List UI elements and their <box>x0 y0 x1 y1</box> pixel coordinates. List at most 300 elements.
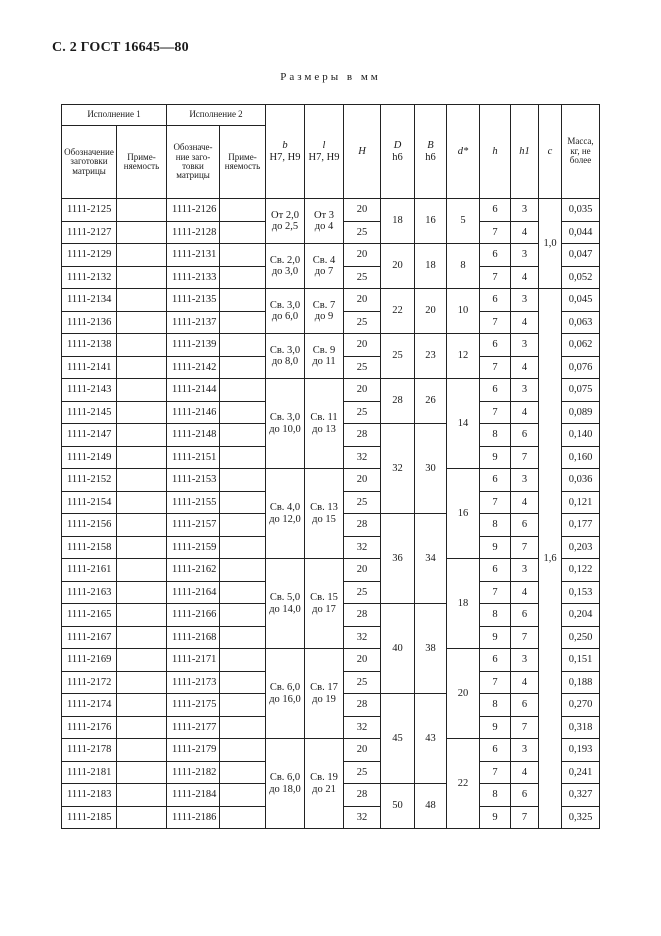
applicability-1-cell <box>117 311 167 334</box>
applicability-2-cell <box>220 446 266 469</box>
applicability-1-cell <box>117 694 167 717</box>
mass-cell: 0,035 <box>562 199 600 222</box>
h-cell: 8 <box>480 784 511 807</box>
header-c-symbol: c <box>547 145 553 157</box>
mass-cell: 0,076 <box>562 356 600 379</box>
header-designation-1: Обозначение заготовки матрицы <box>62 126 117 199</box>
H-cell: 20 <box>344 559 381 582</box>
H-cell: 20 <box>344 199 381 222</box>
designation-2-cell: 1111-2135 <box>167 289 220 312</box>
applicability-2-cell <box>220 401 266 424</box>
h-cell: 7 <box>480 671 511 694</box>
c-cell: 1,0 <box>539 199 562 289</box>
mass-cell: 0,327 <box>562 784 600 807</box>
applicability-1-cell <box>117 671 167 694</box>
header-designation-2: Обозначе- ние заго- товки матрицы <box>167 126 220 199</box>
header-applicability-2: Приме- няемость <box>220 126 266 199</box>
group-header-execution-1: Исполнение 1 <box>62 105 167 126</box>
dimensions-caption: Размеры в мм <box>280 71 381 83</box>
applicability-2-cell <box>220 266 266 289</box>
applicability-2-cell <box>220 334 266 357</box>
mass-cell: 0,250 <box>562 626 600 649</box>
designation-1-cell: 1111-2132 <box>62 266 117 289</box>
applicability-2-cell <box>220 716 266 739</box>
designation-1-cell: 1111-2181 <box>62 761 117 784</box>
applicability-2-cell <box>220 604 266 627</box>
applicability-1-cell <box>117 581 167 604</box>
h1-cell: 4 <box>511 671 539 694</box>
designation-2-cell: 1111-2139 <box>167 334 220 357</box>
applicability-2-cell <box>220 199 266 222</box>
H-cell: 25 <box>344 671 381 694</box>
mass-cell: 0,153 <box>562 581 600 604</box>
mass-cell: 0,121 <box>562 491 600 514</box>
h-cell: 7 <box>480 491 511 514</box>
header-row-top <box>62 105 600 126</box>
applicability-2-cell <box>220 221 266 244</box>
h1-cell: 7 <box>511 806 539 829</box>
designation-1-cell: 1111-2154 <box>62 491 117 514</box>
header-b-fit: H7, H9 <box>269 151 301 163</box>
mass-cell: 0,036 <box>562 469 600 492</box>
designation-2-cell: 1111-2137 <box>167 311 220 334</box>
H-cell: 20 <box>344 379 381 402</box>
header-c <box>539 105 562 199</box>
d-cell: 5 <box>447 199 480 244</box>
h-cell: 8 <box>480 514 511 537</box>
applicability-2-cell <box>220 514 266 537</box>
D-cell: 50 <box>381 784 415 829</box>
l-range-cell: Св. 17 до 19 <box>305 649 344 739</box>
designation-1-cell: 1111-2169 <box>62 649 117 672</box>
applicability-1-cell <box>117 266 167 289</box>
applicability-1-cell <box>117 289 167 312</box>
d-cell: 14 <box>447 379 480 469</box>
h-cell: 8 <box>480 694 511 717</box>
designation-2-cell: 1111-2148 <box>167 424 220 447</box>
applicability-1-cell <box>117 379 167 402</box>
h-cell: 7 <box>480 581 511 604</box>
applicability-2-cell <box>220 311 266 334</box>
H-cell: 32 <box>344 716 381 739</box>
designation-1-cell: 1111-2147 <box>62 424 117 447</box>
H-cell: 32 <box>344 626 381 649</box>
table-row <box>62 559 600 582</box>
l-range-cell: Св. 13 до 15 <box>305 469 344 559</box>
b-range-cell: Св. 3,0 до 8,0 <box>266 334 305 379</box>
mass-cell: 0,151 <box>562 649 600 672</box>
applicability-1-cell <box>117 626 167 649</box>
designation-2-cell: 1111-2157 <box>167 514 220 537</box>
H-cell: 28 <box>344 424 381 447</box>
b-range-cell: Св. 3,0 до 10,0 <box>266 379 305 469</box>
h1-cell: 3 <box>511 469 539 492</box>
H-cell: 20 <box>344 739 381 762</box>
D-cell: 40 <box>381 604 415 694</box>
designation-1-cell: 1111-2174 <box>62 694 117 717</box>
h-cell: 9 <box>480 806 511 829</box>
D-cell: 20 <box>381 244 415 289</box>
header-l <box>305 105 344 199</box>
header-b-symbol: b <box>282 140 288 152</box>
header-h-symbol: h <box>492 145 498 157</box>
l-range-cell: Св. 4 до 7 <box>305 244 344 289</box>
h-cell: 8 <box>480 604 511 627</box>
h1-cell: 4 <box>511 761 539 784</box>
applicability-1-cell <box>117 334 167 357</box>
mass-cell: 0,325 <box>562 806 600 829</box>
b-range-cell: Св. 3,0 до 6,0 <box>266 289 305 334</box>
h1-cell: 6 <box>511 424 539 447</box>
group-header-execution-2: Исполнение 2 <box>167 105 266 126</box>
H-cell: 20 <box>344 244 381 267</box>
h1-cell: 6 <box>511 694 539 717</box>
sizes-table <box>61 104 600 829</box>
H-cell: 28 <box>344 604 381 627</box>
mass-cell: 0,140 <box>562 424 600 447</box>
header-l-fit: H7, H9 <box>308 151 340 163</box>
table-row <box>62 334 600 357</box>
designation-2-cell: 1111-2159 <box>167 536 220 559</box>
h-cell: 6 <box>480 379 511 402</box>
h1-cell: 3 <box>511 244 539 267</box>
h1-cell: 6 <box>511 514 539 537</box>
l-range-cell: Св. 15 до 17 <box>305 559 344 649</box>
applicability-1-cell <box>117 559 167 582</box>
d-cell: 16 <box>447 469 480 559</box>
d-cell: 8 <box>447 244 480 289</box>
h-cell: 6 <box>480 469 511 492</box>
h-cell: 7 <box>480 356 511 379</box>
applicability-2-cell <box>220 469 266 492</box>
mass-cell: 0,047 <box>562 244 600 267</box>
mass-cell: 0,203 <box>562 536 600 559</box>
applicability-1-cell <box>117 716 167 739</box>
header-l-symbol: l <box>322 140 326 152</box>
applicability-2-cell <box>220 739 266 762</box>
B-cell: 16 <box>415 199 447 244</box>
H-cell: 25 <box>344 221 381 244</box>
header-B-fit: h6 <box>425 151 436 163</box>
l-range-cell: Св. 9 до 11 <box>305 334 344 379</box>
header-h <box>480 105 511 199</box>
applicability-1-cell <box>117 604 167 627</box>
h-cell: 7 <box>480 311 511 334</box>
designation-2-cell: 1111-2168 <box>167 626 220 649</box>
h1-cell: 3 <box>511 289 539 312</box>
h-cell: 6 <box>480 559 511 582</box>
designation-2-cell: 1111-2175 <box>167 694 220 717</box>
B-cell: 43 <box>415 694 447 784</box>
applicability-2-cell <box>220 649 266 672</box>
applicability-1-cell <box>117 784 167 807</box>
table-row <box>62 199 600 222</box>
designation-2-cell: 1111-2164 <box>167 581 220 604</box>
h-cell: 9 <box>480 626 511 649</box>
mass-cell: 0,270 <box>562 694 600 717</box>
designation-1-cell: 1111-2178 <box>62 739 117 762</box>
mass-cell: 0,241 <box>562 761 600 784</box>
b-range-cell: Св. 6,0 до 18,0 <box>266 739 305 829</box>
h1-cell: 3 <box>511 649 539 672</box>
designation-1-cell: 1111-2158 <box>62 536 117 559</box>
header-D-symbol: D <box>393 140 402 152</box>
h1-cell: 7 <box>511 626 539 649</box>
applicability-2-cell <box>220 536 266 559</box>
designation-2-cell: 1111-2171 <box>167 649 220 672</box>
h-cell: 7 <box>480 266 511 289</box>
designation-2-cell: 1111-2184 <box>167 784 220 807</box>
table-row <box>62 379 600 402</box>
designation-1-cell: 1111-2138 <box>62 334 117 357</box>
header-mass: Масса, кг, не более <box>562 105 600 199</box>
designation-2-cell: 1111-2166 <box>167 604 220 627</box>
designation-1-cell: 1111-2167 <box>62 626 117 649</box>
h1-cell: 4 <box>511 491 539 514</box>
designation-2-cell: 1111-2162 <box>167 559 220 582</box>
h1-cell: 3 <box>511 379 539 402</box>
h1-cell: 3 <box>511 559 539 582</box>
header-H <box>344 105 381 199</box>
designation-2-cell: 1111-2179 <box>167 739 220 762</box>
h1-cell: 6 <box>511 784 539 807</box>
applicability-2-cell <box>220 289 266 312</box>
applicability-1-cell <box>117 806 167 829</box>
H-cell: 20 <box>344 649 381 672</box>
applicability-1-cell <box>117 514 167 537</box>
B-cell: 34 <box>415 514 447 604</box>
designation-1-cell: 1111-2127 <box>62 221 117 244</box>
applicability-2-cell <box>220 784 266 807</box>
applicability-2-cell <box>220 356 266 379</box>
applicability-1-cell <box>117 401 167 424</box>
designation-1-cell: 1111-2156 <box>62 514 117 537</box>
mass-cell: 0,052 <box>562 266 600 289</box>
h-cell: 9 <box>480 536 511 559</box>
applicability-1-cell <box>117 649 167 672</box>
applicability-1-cell <box>117 446 167 469</box>
h1-cell: 6 <box>511 604 539 627</box>
h1-cell: 4 <box>511 221 539 244</box>
h-cell: 9 <box>480 446 511 469</box>
designation-2-cell: 1111-2126 <box>167 199 220 222</box>
mass-cell: 0,193 <box>562 739 600 762</box>
applicability-1-cell <box>117 221 167 244</box>
h-cell: 8 <box>480 424 511 447</box>
designation-1-cell: 1111-2161 <box>62 559 117 582</box>
d-cell: 20 <box>447 649 480 739</box>
mass-cell: 0,089 <box>562 401 600 424</box>
H-cell: 32 <box>344 806 381 829</box>
h-cell: 7 <box>480 221 511 244</box>
h-cell: 9 <box>480 716 511 739</box>
H-cell: 25 <box>344 401 381 424</box>
mass-cell: 0,177 <box>562 514 600 537</box>
designation-1-cell: 1111-2176 <box>62 716 117 739</box>
H-cell: 32 <box>344 536 381 559</box>
table-row <box>62 739 600 762</box>
mass-cell: 0,318 <box>562 716 600 739</box>
header-b <box>266 105 305 199</box>
D-cell: 25 <box>381 334 415 379</box>
designation-2-cell: 1111-2177 <box>167 716 220 739</box>
applicability-2-cell <box>220 379 266 402</box>
h-cell: 6 <box>480 199 511 222</box>
h-cell: 7 <box>480 401 511 424</box>
table-row <box>62 469 600 492</box>
h-cell: 6 <box>480 649 511 672</box>
h1-cell: 3 <box>511 199 539 222</box>
mass-cell: 0,122 <box>562 559 600 582</box>
table-row <box>62 289 600 312</box>
mass-cell: 0,063 <box>562 311 600 334</box>
header-D-fit: h6 <box>392 151 403 163</box>
D-cell: 45 <box>381 694 415 784</box>
H-cell: 25 <box>344 266 381 289</box>
mass-cell: 0,075 <box>562 379 600 402</box>
designation-1-cell: 1111-2149 <box>62 446 117 469</box>
h1-cell: 4 <box>511 266 539 289</box>
h1-cell: 4 <box>511 401 539 424</box>
applicability-2-cell <box>220 244 266 267</box>
applicability-2-cell <box>220 806 266 829</box>
l-range-cell: Св. 7 до 9 <box>305 289 344 334</box>
header-d-symbol: d* <box>457 145 469 157</box>
l-range-cell: Св. 19 до 21 <box>305 739 344 829</box>
h-cell: 6 <box>480 289 511 312</box>
H-cell: 25 <box>344 356 381 379</box>
applicability-2-cell <box>220 694 266 717</box>
b-range-cell: Св. 4,0 до 12,0 <box>266 469 305 559</box>
applicability-1-cell <box>117 469 167 492</box>
applicability-1-cell <box>117 244 167 267</box>
b-range-cell: Св. 6,0 до 16,0 <box>266 649 305 739</box>
header-h1 <box>511 105 539 199</box>
designation-1-cell: 1111-2183 <box>62 784 117 807</box>
designation-2-cell: 1111-2133 <box>167 266 220 289</box>
H-cell: 28 <box>344 694 381 717</box>
designation-1-cell: 1111-2143 <box>62 379 117 402</box>
b-range-cell: Св. 2,0 до 3,0 <box>266 244 305 289</box>
applicability-2-cell <box>220 559 266 582</box>
l-range-cell: От 3 до 4 <box>305 199 344 244</box>
mass-cell: 0,204 <box>562 604 600 627</box>
H-cell: 20 <box>344 334 381 357</box>
applicability-1-cell <box>117 424 167 447</box>
designation-1-cell: 1111-2134 <box>62 289 117 312</box>
header-d <box>447 105 480 199</box>
designation-2-cell: 1111-2144 <box>167 379 220 402</box>
H-cell: 20 <box>344 289 381 312</box>
mass-cell: 0,044 <box>562 221 600 244</box>
designation-2-cell: 1111-2182 <box>167 761 220 784</box>
applicability-2-cell <box>220 761 266 784</box>
d-cell: 12 <box>447 334 480 379</box>
applicability-1-cell <box>117 356 167 379</box>
designation-1-cell: 1111-2125 <box>62 199 117 222</box>
applicability-1-cell <box>117 739 167 762</box>
D-cell: 32 <box>381 424 415 514</box>
D-cell: 18 <box>381 199 415 244</box>
B-cell: 48 <box>415 784 447 829</box>
page-header: С. 2 ГОСТ 16645—80 <box>52 40 189 55</box>
H-cell: 28 <box>344 784 381 807</box>
table-body <box>62 105 600 829</box>
c-cell: 1,6 <box>539 289 562 829</box>
header-H-symbol: H <box>358 145 366 157</box>
designation-2-cell: 1111-2153 <box>167 469 220 492</box>
h-cell: 6 <box>480 334 511 357</box>
mass-cell: 0,160 <box>562 446 600 469</box>
B-cell: 38 <box>415 604 447 694</box>
b-range-cell: От 2,0 до 2,5 <box>266 199 305 244</box>
table-row <box>62 244 600 267</box>
applicability-2-cell <box>220 626 266 649</box>
designation-1-cell: 1111-2145 <box>62 401 117 424</box>
h1-cell: 7 <box>511 716 539 739</box>
designation-1-cell: 1111-2141 <box>62 356 117 379</box>
header-D <box>381 105 415 199</box>
H-cell: 25 <box>344 491 381 514</box>
h1-cell: 3 <box>511 739 539 762</box>
B-cell: 26 <box>415 379 447 424</box>
D-cell: 36 <box>381 514 415 604</box>
designation-2-cell: 1111-2173 <box>167 671 220 694</box>
B-cell: 18 <box>415 244 447 289</box>
header-h1-symbol: h1 <box>519 145 530 157</box>
designation-1-cell: 1111-2152 <box>62 469 117 492</box>
applicability-1-cell <box>117 761 167 784</box>
D-cell: 28 <box>381 379 415 424</box>
designation-1-cell: 1111-2165 <box>62 604 117 627</box>
H-cell: 28 <box>344 514 381 537</box>
d-cell: 18 <box>447 559 480 649</box>
designation-2-cell: 1111-2151 <box>167 446 220 469</box>
h1-cell: 7 <box>511 536 539 559</box>
H-cell: 25 <box>344 761 381 784</box>
D-cell: 22 <box>381 289 415 334</box>
h1-cell: 4 <box>511 356 539 379</box>
h1-cell: 4 <box>511 311 539 334</box>
applicability-1-cell <box>117 536 167 559</box>
applicability-2-cell <box>220 671 266 694</box>
applicability-2-cell <box>220 424 266 447</box>
header-applicability-1: Приме- няемость <box>117 126 167 199</box>
designation-2-cell: 1111-2186 <box>167 806 220 829</box>
b-range-cell: Св. 5,0 до 14,0 <box>266 559 305 649</box>
mass-cell: 0,045 <box>562 289 600 312</box>
designation-1-cell: 1111-2185 <box>62 806 117 829</box>
designation-2-cell: 1111-2142 <box>167 356 220 379</box>
H-cell: 25 <box>344 311 381 334</box>
header-B-symbol: B <box>427 140 434 152</box>
l-range-cell: Св. 11 до 13 <box>305 379 344 469</box>
h-cell: 6 <box>480 244 511 267</box>
h1-cell: 4 <box>511 581 539 604</box>
designation-2-cell: 1111-2155 <box>167 491 220 514</box>
applicability-2-cell <box>220 491 266 514</box>
designation-2-cell: 1111-2131 <box>167 244 220 267</box>
designation-2-cell: 1111-2146 <box>167 401 220 424</box>
H-cell: 32 <box>344 446 381 469</box>
applicability-2-cell <box>220 581 266 604</box>
applicability-1-cell <box>117 199 167 222</box>
header-B <box>415 105 447 199</box>
H-cell: 25 <box>344 581 381 604</box>
designation-1-cell: 1111-2163 <box>62 581 117 604</box>
table-row <box>62 649 600 672</box>
mass-cell: 0,188 <box>562 671 600 694</box>
